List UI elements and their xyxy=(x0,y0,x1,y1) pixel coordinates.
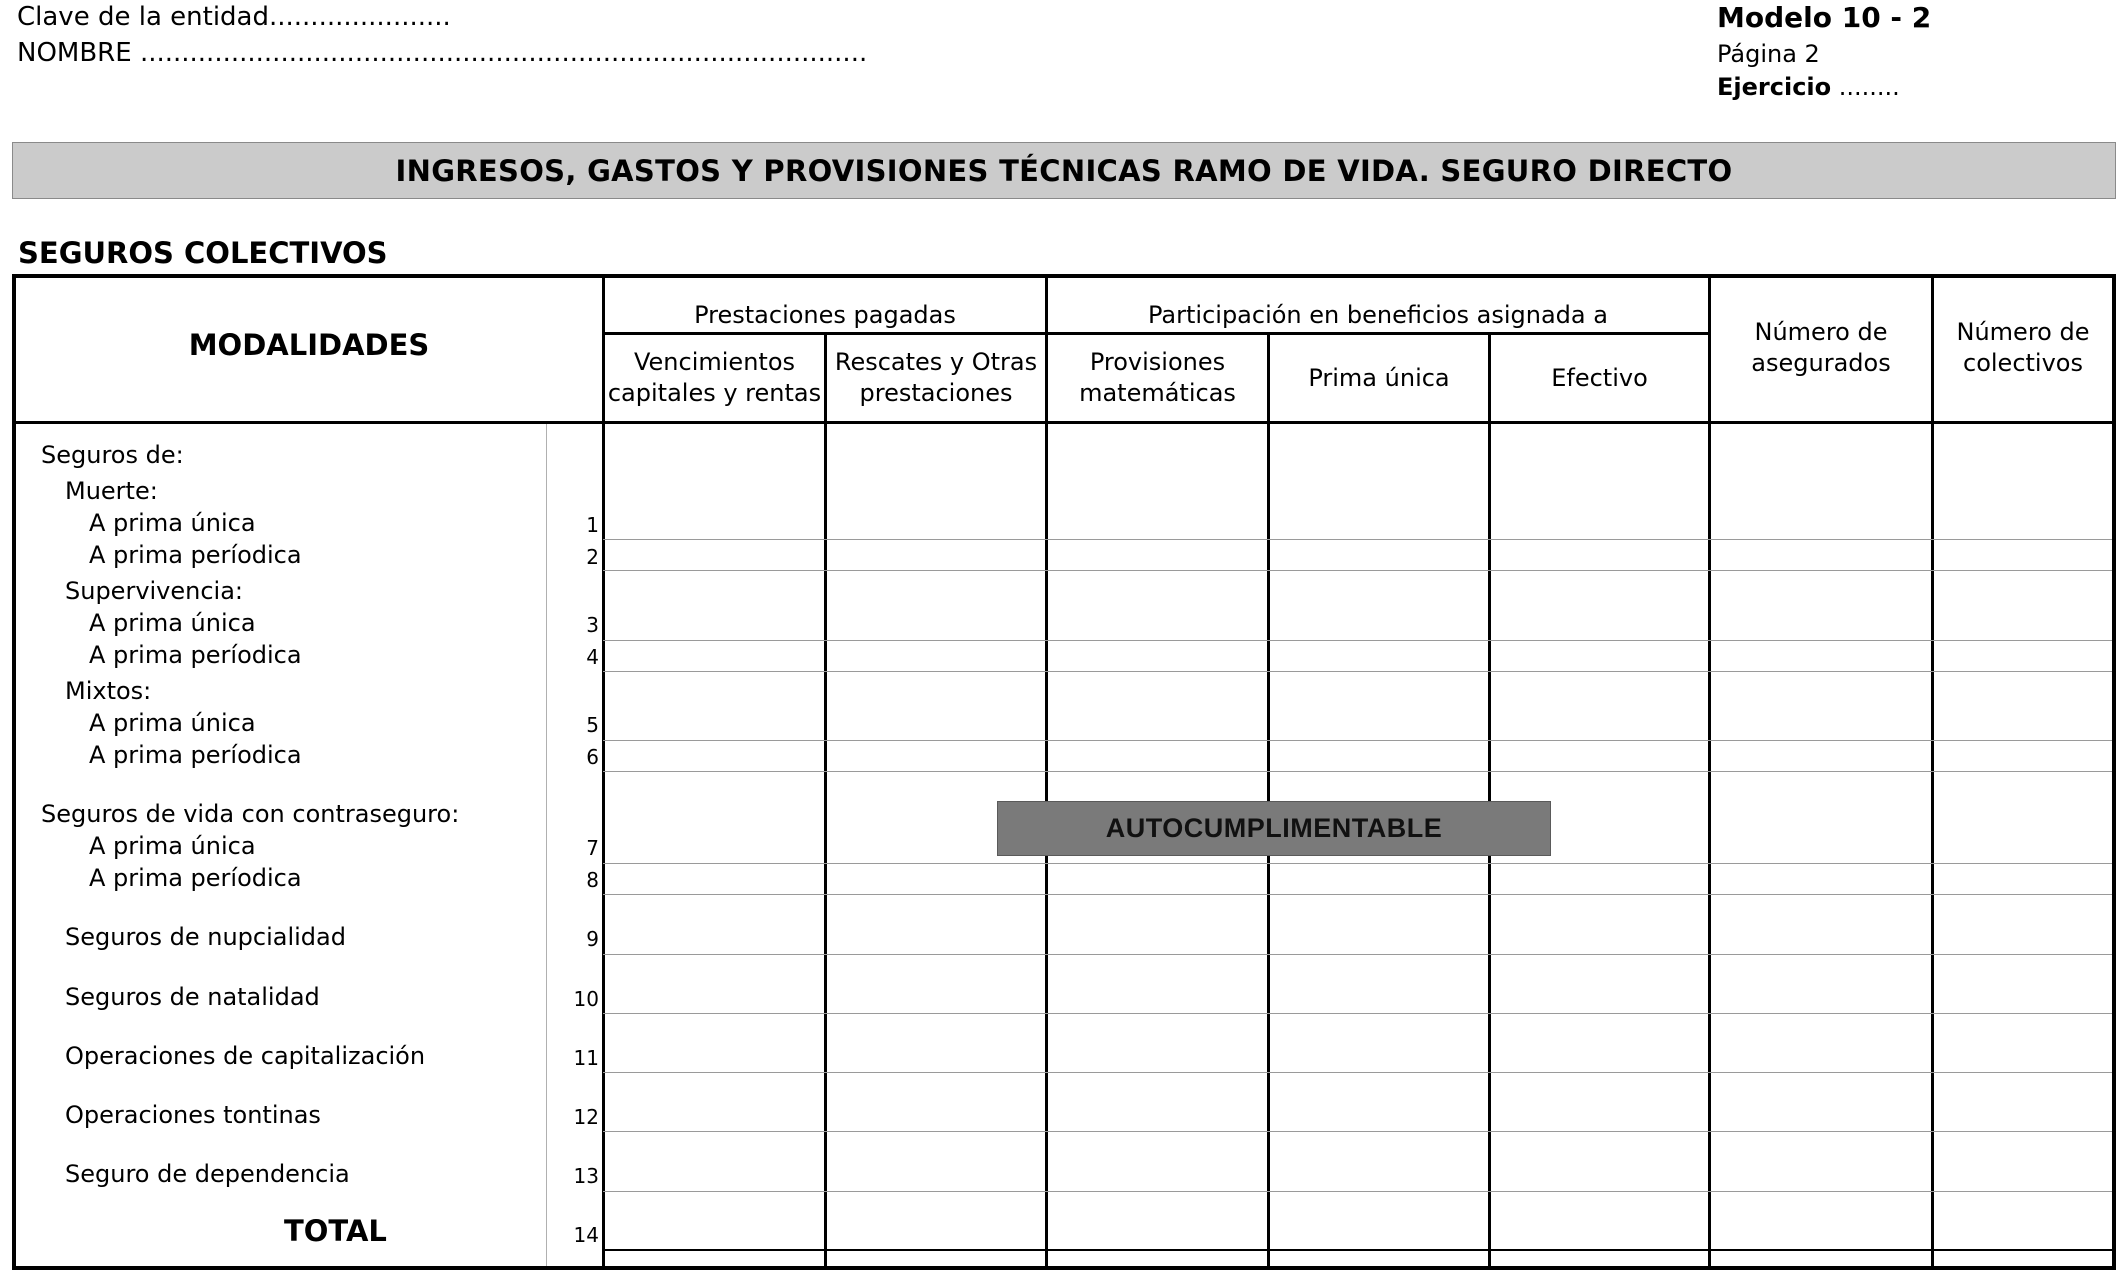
col-prima-unica-header: Prima única xyxy=(1308,364,1450,392)
row-number: 10 xyxy=(573,987,599,1011)
col-asegurados-header xyxy=(1711,317,1931,379)
row-label: A prima períodica xyxy=(89,541,302,569)
col-asegurados-line2: asegurados xyxy=(1751,349,1891,377)
row-number: 14 xyxy=(573,1223,599,1247)
pagina-label: Página 2 xyxy=(1717,40,1820,68)
row-label: Mixtos: xyxy=(65,677,152,705)
row-line xyxy=(603,570,2112,571)
col-vencimientos-line1: Vencimientos xyxy=(633,348,795,376)
row-label: Muerte: xyxy=(65,477,158,505)
row-label: Seguros de: xyxy=(41,441,184,469)
row-line xyxy=(603,771,2112,772)
row-number: 7 xyxy=(586,836,599,860)
row-number: 13 xyxy=(573,1164,599,1188)
row-label: Supervivencia: xyxy=(65,577,244,605)
row-number: 2 xyxy=(586,545,599,569)
row-line xyxy=(603,1013,2112,1014)
autocumplimentable-banner: AUTOCUMPLIMENTABLE xyxy=(997,801,1551,856)
row-line xyxy=(603,863,2112,864)
col-colectivos-line1: Número de xyxy=(1956,318,2090,346)
row-number: 12 xyxy=(573,1105,599,1129)
row-label: A prima única xyxy=(89,709,256,737)
participacion-group-header: Participación en beneficios asignada a xyxy=(1148,301,1608,329)
row-line xyxy=(603,1072,2112,1073)
ejercicio-value: ........ xyxy=(1838,73,1900,101)
section-title: SEGUROS COLECTIVOS xyxy=(18,236,388,270)
col-divider-3 xyxy=(1045,274,1048,1270)
report-title: INGRESOS, GASTOS Y PROVISIONES TÉCNICAS RAMO DE VIDA. SEGURO DIRECTO xyxy=(12,142,2116,199)
row-line xyxy=(603,1131,2112,1132)
col-colectivos-line2: colectivos xyxy=(1963,349,2083,377)
header-bottom-line xyxy=(12,421,2116,424)
col-efectivo-header: Efectivo xyxy=(1551,364,1648,392)
modelo-label: Modelo 10 - 2 xyxy=(1717,1,1932,34)
col-rescates-line1: Rescates y Otras xyxy=(834,348,1038,376)
row-line xyxy=(603,640,2112,641)
total-label: TOTAL xyxy=(284,1214,387,1248)
label-num-separator xyxy=(546,424,547,1266)
col-vencimientos-line2: capitales y rentas xyxy=(607,379,822,407)
row-number: 5 xyxy=(586,713,599,737)
row-line xyxy=(603,954,2112,955)
row-line xyxy=(603,539,2112,540)
row-label: Seguros de nupcialidad xyxy=(65,923,346,951)
row-number: 6 xyxy=(586,745,599,769)
row-number: 1 xyxy=(586,513,599,537)
row-label: A prima única xyxy=(89,832,256,860)
row-label: Operaciones de capitalización xyxy=(65,1042,426,1070)
row-line xyxy=(603,671,2112,672)
row-label: A prima única xyxy=(89,509,256,537)
row-label: Seguro de dependencia xyxy=(65,1160,350,1188)
nombre-label: NOMBRE ........................................................................................ xyxy=(17,38,868,68)
col-divider-1 xyxy=(602,274,605,1270)
row-line xyxy=(603,1191,2112,1192)
col-asegurados-line1: Número de xyxy=(1754,318,1888,346)
ejercicio-label: Ejercicio xyxy=(1717,73,1832,101)
col-provisiones-header xyxy=(1048,347,1267,409)
modalidades-header: MODALIDADES xyxy=(188,328,430,362)
row-label: A prima única xyxy=(89,609,256,637)
row-label: A prima períodica xyxy=(89,864,302,892)
row-number: 9 xyxy=(586,927,599,951)
col-rescates-header xyxy=(827,347,1045,409)
row-number: 3 xyxy=(586,613,599,637)
col-rescates-line2: prestaciones xyxy=(859,379,1013,407)
row-line xyxy=(603,894,2112,895)
row-number: 11 xyxy=(573,1046,599,1070)
row-label: A prima períodica xyxy=(89,741,302,769)
col-colectivos-header xyxy=(1934,317,2112,379)
row-label: Operaciones tontinas xyxy=(65,1101,321,1129)
row-line xyxy=(603,740,2112,741)
row-label: Seguros de natalidad xyxy=(65,983,320,1011)
group-header-divider xyxy=(603,332,1710,335)
col-provisiones-line2: matemáticas xyxy=(1079,379,1236,407)
row-label: Seguros de vida con contraseguro: xyxy=(41,800,460,828)
row-number: 4 xyxy=(586,645,599,669)
clave-entidad-label: Clave de la entidad...................... xyxy=(17,2,451,32)
ejercicio-field xyxy=(1717,72,1900,102)
row-label: A prima períodica xyxy=(89,641,302,669)
col-vencimientos-header xyxy=(605,347,824,409)
col-divider-2 xyxy=(824,332,827,1270)
row-number: 8 xyxy=(586,868,599,892)
col-provisiones-line1: Provisiones xyxy=(1089,348,1226,376)
total-line xyxy=(603,1249,2112,1251)
prestaciones-group-header: Prestaciones pagadas xyxy=(694,301,956,329)
col-divider-7 xyxy=(1931,274,1934,1270)
col-divider-6 xyxy=(1708,274,1711,1270)
